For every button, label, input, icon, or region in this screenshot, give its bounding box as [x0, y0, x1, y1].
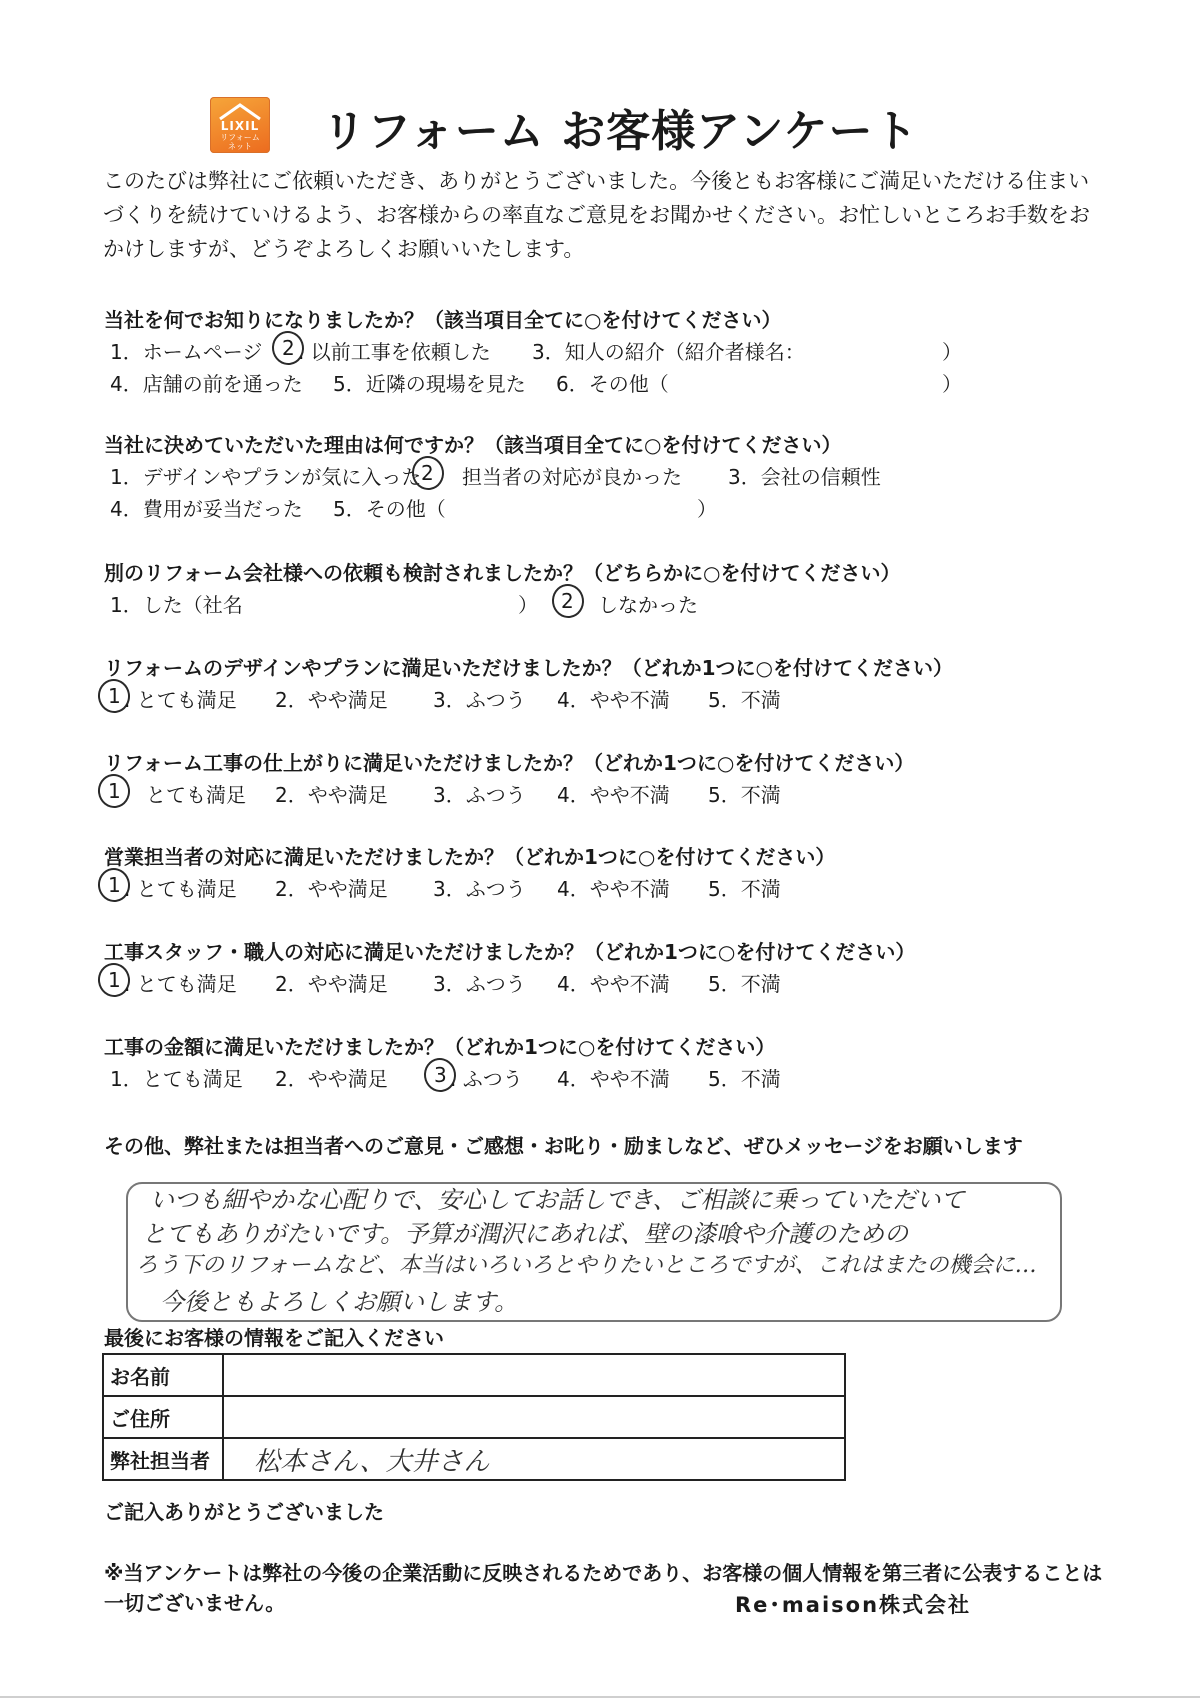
question-1: 当社を何でお知りになりましたか？（該当項目全てに○を付けてください）: [104, 308, 782, 332]
logo-text: LIXIL: [220, 119, 260, 133]
question-9: その他、弊社または担当者へのご意見・ご感想・お叱り・励ましなど、ぜひメッセージをお願いします: [104, 1134, 1023, 1158]
page-title: リフォーム お客様アンケート: [322, 106, 919, 157]
q2-option-2[interactable]: 担当者の対応が良かった: [462, 465, 682, 489]
q8-option-3[interactable]: . ふつう: [450, 1067, 523, 1091]
intro-text: このたびは弊社にご依頼いただき、ありがとうございました。今後ともお客様にご満足いただける住まいづくりを続けていけるよう、お客様からの率直なご意見をお聞かせください。お忙しいところお手数をおかけしますが、どうぞよろしくお願いいたします。: [103, 169, 1090, 261]
q4-option-4[interactable]: 4．やや不満: [557, 688, 670, 712]
q3-option-2-number[interactable]: 2: [561, 589, 574, 613]
q6-option-2[interactable]: 2．やや満足: [275, 877, 388, 901]
q8-option-1[interactable]: 1．とても満足: [110, 1067, 243, 1091]
q5-option-2[interactable]: 2．やや満足: [275, 783, 388, 807]
q4-option-5[interactable]: 5．不満: [708, 688, 781, 712]
q1-option-6[interactable]: 6．その他（: [556, 372, 669, 396]
q1-option-2-number[interactable]: 2: [282, 336, 295, 360]
question-4: リフォームのデザインやプランに満足いただけましたか？（どれか1つに○を付けてください）: [104, 656, 953, 680]
info-heading: 最後にお客様の情報をご記入ください: [104, 1326, 444, 1350]
q8-option-2[interactable]: 2．やや満足: [275, 1067, 388, 1091]
message-line: いつも細やかな心配りで、安心してお話しでき、ご相談に乗っていただいて: [150, 1186, 965, 1214]
q1-option-2[interactable]: . 以前工事を依頼した: [298, 340, 491, 364]
customer-info-table: [102, 1353, 846, 1481]
q3-option-2[interactable]: しなかった: [598, 593, 698, 617]
question-3: 別のリフォーム会社様への依頼も検討されましたか？（どちらかに○を付けてください）: [104, 561, 901, 585]
q5-option-5[interactable]: 5．不満: [708, 783, 781, 807]
q2-option-1[interactable]: 1．デザインやプランが気に入った: [110, 465, 422, 489]
q2-bracket-close: ）: [697, 497, 717, 521]
q7-option-4[interactable]: 4．やや不満: [557, 972, 670, 996]
name-label: お名前: [103, 1354, 223, 1396]
address-label: ご住所: [103, 1396, 223, 1438]
q6-option-1-number[interactable]: 1: [108, 873, 121, 897]
address-field[interactable]: [223, 1396, 845, 1438]
message-line: ろう下のリフォームなど、本当はいろいろとやりたいところですが、これはまたの機会に…: [136, 1253, 1037, 1278]
q7-option-1-number[interactable]: 1: [108, 968, 121, 992]
q7-option-3[interactable]: 3．ふつう: [433, 972, 526, 996]
staff-field[interactable]: 松本さん、大井さん: [223, 1438, 845, 1480]
q8-option-5[interactable]: 5．不満: [708, 1067, 781, 1091]
q7-option-1[interactable]: . とても満足: [124, 972, 237, 996]
q2-option-5[interactable]: 5．その他（: [333, 497, 446, 521]
privacy-note: ※当アンケートは弊社の今後の企業活動に反映されるためであり、お客様の個人情報を第三者に公表することは一切ございません。: [104, 1561, 1103, 1615]
page-bottom-border: [0, 1696, 1200, 1698]
name-field[interactable]: [223, 1354, 845, 1396]
q7-option-2[interactable]: 2．やや満足: [275, 972, 388, 996]
q6-option-1[interactable]: . とても満足: [124, 877, 237, 901]
q5-option-3[interactable]: 3．ふつう: [433, 783, 526, 807]
q7-option-5[interactable]: 5．不満: [708, 972, 781, 996]
q2-option-4[interactable]: 4．費用が妥当だった: [110, 497, 303, 521]
q2-option-3[interactable]: 3．会社の信頼性: [728, 465, 881, 489]
company-name: Re･maison株式会社: [735, 1593, 972, 1617]
question-2: 当社に決めていただいた理由は何ですか？（該当項目全てに○を付けてください）: [104, 433, 842, 457]
q4-option-3[interactable]: 3．ふつう: [433, 688, 526, 712]
question-5: リフォーム工事の仕上がりに満足いただけましたか？（どれか1つに○を付けてください）: [104, 751, 915, 775]
q4-option-1-number[interactable]: 1: [108, 684, 121, 708]
message-line: とてもありがたいです。予算が潤沢にあれば、壁の漆喰や介護のための: [142, 1220, 909, 1248]
question-7: 工事スタッフ・職人の対応に満足いただけましたか？（どれか1つに○を付けてください）: [104, 940, 916, 964]
q1-option-5[interactable]: 5．近隣の現場を見た: [333, 372, 526, 396]
q6-option-4[interactable]: 4．やや不満: [557, 877, 670, 901]
q1-option-1[interactable]: 1．ホームページ: [110, 340, 263, 364]
q1-option-4[interactable]: 4．店舗の前を通った: [110, 372, 303, 396]
q8-option-3-number[interactable]: 3: [434, 1063, 447, 1087]
logo-subtext: リフォーム ネット: [220, 133, 260, 151]
q5-option-4[interactable]: 4．やや不満: [557, 783, 670, 807]
q6-option-3[interactable]: 3．ふつう: [433, 877, 526, 901]
q8-option-4[interactable]: 4．やや不満: [557, 1067, 670, 1091]
q1-bracket-close-1: ）: [942, 340, 962, 364]
thanks-text: ご記入ありがとうございました: [104, 1500, 384, 1524]
q5-option-1[interactable]: とても満足: [146, 783, 246, 807]
q1-option-3[interactable]: 3．知人の紹介（紹介者様名：: [532, 340, 805, 364]
q4-option-2[interactable]: 2．やや満足: [275, 688, 388, 712]
q4-option-1[interactable]: . とても満足: [124, 688, 237, 712]
q5-option-1-number[interactable]: 1: [108, 779, 121, 803]
q1-bracket-close-2: ）: [942, 372, 962, 396]
question-6: 営業担当者の対応に満足いただけましたか？（どれか1つに○を付けてください）: [104, 845, 836, 869]
q3-option-1[interactable]: 1．した（社名: [110, 593, 243, 617]
question-8: 工事の金額に満足いただけましたか？（どれか1つに○を付けてください）: [104, 1035, 776, 1059]
q2-option-2-number[interactable]: 2: [421, 461, 434, 485]
message-line: 今後ともよろしくお願いします。: [160, 1288, 519, 1316]
q6-option-5[interactable]: 5．不満: [708, 877, 781, 901]
staff-label: 弊社担当者: [103, 1438, 223, 1480]
q3-bracket-close: ）: [518, 593, 538, 617]
lixil-logo: [210, 97, 270, 153]
